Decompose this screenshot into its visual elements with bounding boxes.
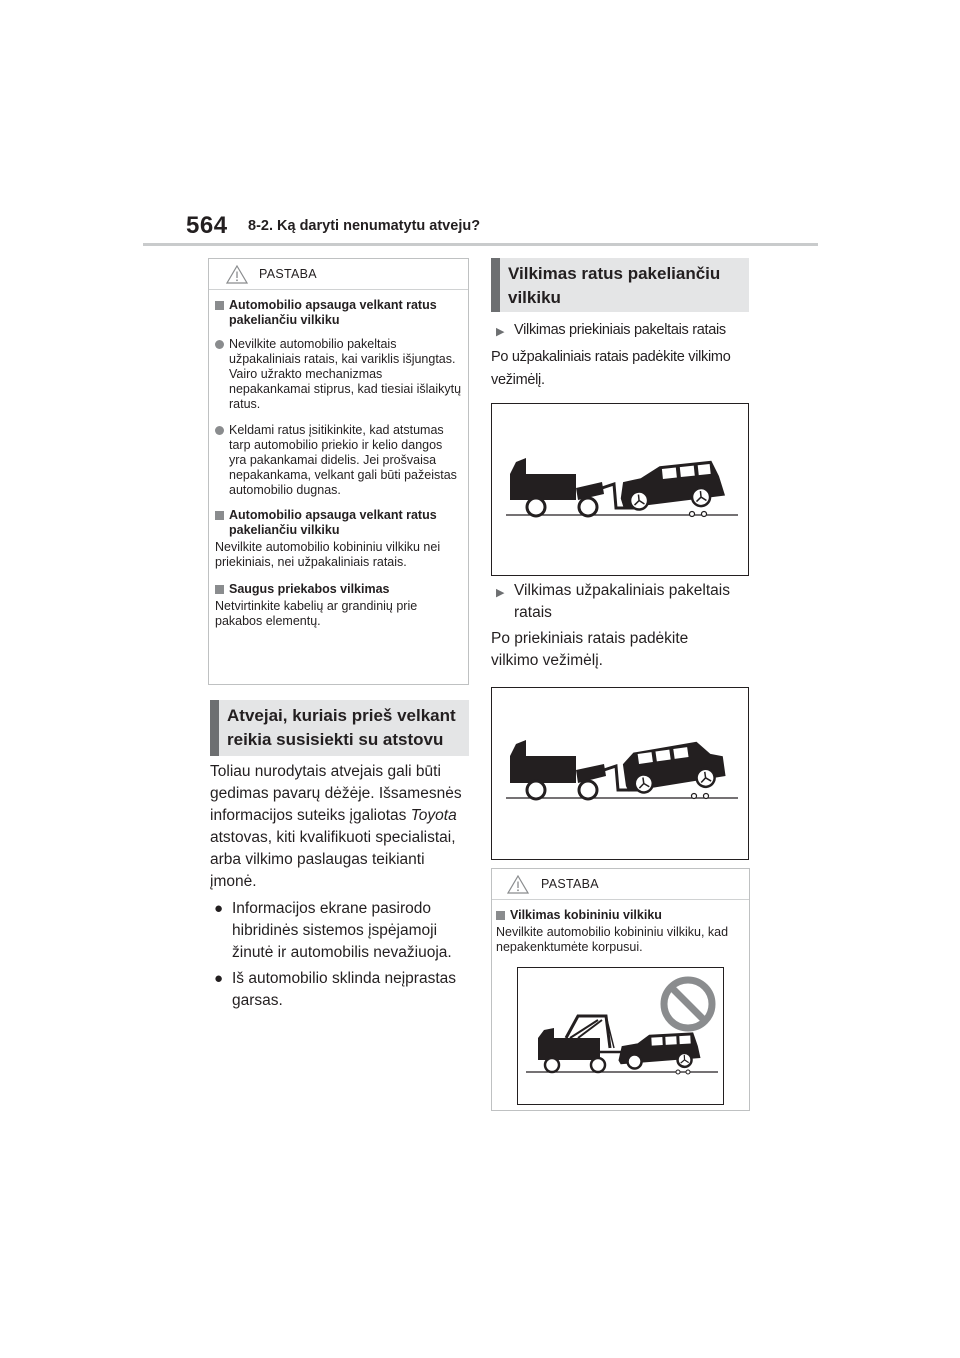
notice-title: Automobilio apsauga velkant ratus pakeliančiu vilkiku xyxy=(215,508,462,538)
list-item: ● Iš automobilio sklinda neįprastas garsas. xyxy=(210,968,472,1012)
illustration-tow-rear-lift xyxy=(492,688,748,859)
notice-text: Nevilkite automobilio kobininiu vilkiku, kad nepakenktumėte korpusui. xyxy=(496,925,729,954)
section-title: 8-2. Ką daryti nenumatytu atveju? xyxy=(248,218,481,234)
triangle-marker-icon: ▶ xyxy=(496,326,505,338)
notice-title: Vilkimas kobininiu vilkiku xyxy=(496,908,743,923)
square-bullet-icon xyxy=(215,585,224,594)
notice-bullet: Nevilkite automobilio pakeltais užpakaliniais ratais, kai variklis išjungtas. Vairo užrakto mechanizmas nepakankamai stiprus, kad tiesiai išlaikytų ratus. xyxy=(215,337,462,412)
notice-text: Netvirtinkite kabelių ar grandinių prie pakabos elementų. xyxy=(215,599,418,628)
figure-sling-tow-prohibited xyxy=(517,967,724,1105)
intro-paragraph: Toliau nurodytais atvejais gali būti gedimas pavarų dėžėje. Išsamesnės informacijos suteiks įgaliotas Toyota atstovas, kiti kvalifikuoti specialistai, arba vilkimo paslaugas teikianti įmonė. xyxy=(210,763,462,890)
illustration-tow-front-lift xyxy=(492,404,748,575)
notice-header xyxy=(209,259,468,290)
warning-triangle-icon xyxy=(226,265,248,284)
triangle-marker-icon: ▶ xyxy=(496,587,505,599)
section-heading-contact-dealer: Atvejai, kuriais prieš velkant reikia susisiekti su atstovu xyxy=(210,700,469,756)
notice-title: Saugus priekabos vilkimas xyxy=(215,582,462,597)
section-heading-wheel-lift: Vilkimas ratus pakeliančiu vilkiku xyxy=(491,258,749,312)
notice-body xyxy=(492,900,749,961)
notice-title: Automobilio apsauga velkant ratus pakeliančiu vilkiku xyxy=(215,298,462,328)
brand-name: Toyota xyxy=(410,807,457,824)
case-text: Po užpakaliniais ratais padėkite vilkimo vežimėlį. xyxy=(491,349,731,388)
page-number: 564 xyxy=(186,212,228,239)
notice-header xyxy=(492,869,749,900)
prohibited-icon xyxy=(664,980,712,1028)
case-text: Po priekiniais ratais padėkite vilkimo vežimėlį. xyxy=(491,630,689,669)
header-rule xyxy=(143,243,818,246)
figure-front-lift xyxy=(491,403,749,576)
square-bullet-icon xyxy=(215,511,224,520)
notice-bullet: Keldami ratus įsitikinkite, kad atstumas tarp automobilio priekio ir kelio dangos yra pakankamai didelis. Jei prošvaisa nepakankama, velkant gali būti pažeistas automobilio dugnas. xyxy=(215,423,462,498)
case-title: ▶ Vilkimas priekiniais pakeltais ratais xyxy=(496,320,751,342)
bullet-dot-icon: ● xyxy=(214,970,224,987)
square-bullet-icon xyxy=(215,301,224,310)
notice-text: Nevilkite automobilio kobininiu vilkiku nei priekiniais, nei užpakaliniais ratais. xyxy=(215,540,441,569)
notice-label: PASTABA xyxy=(259,267,317,281)
notice-box-left xyxy=(208,258,469,685)
round-bullet-icon xyxy=(215,426,224,435)
bullet-dot-icon: ● xyxy=(214,900,224,917)
notice-box-right xyxy=(491,868,750,1111)
case-title: ▶ Vilkimas užpakaliniais pakeltais ratais xyxy=(496,580,751,624)
illustration-sling-tow xyxy=(518,968,723,1104)
list-item: ● Informacijos ekrane pasirodo hibridinės sistemos įspėjamoji žinutė ir automobilis nevažiuoja. xyxy=(210,898,472,964)
notice-body xyxy=(209,290,468,635)
figure-rear-lift xyxy=(491,687,749,860)
round-bullet-icon xyxy=(215,340,224,349)
square-bullet-icon xyxy=(496,911,505,920)
notice-label: PASTABA xyxy=(541,877,599,891)
warning-triangle-icon xyxy=(507,875,529,894)
